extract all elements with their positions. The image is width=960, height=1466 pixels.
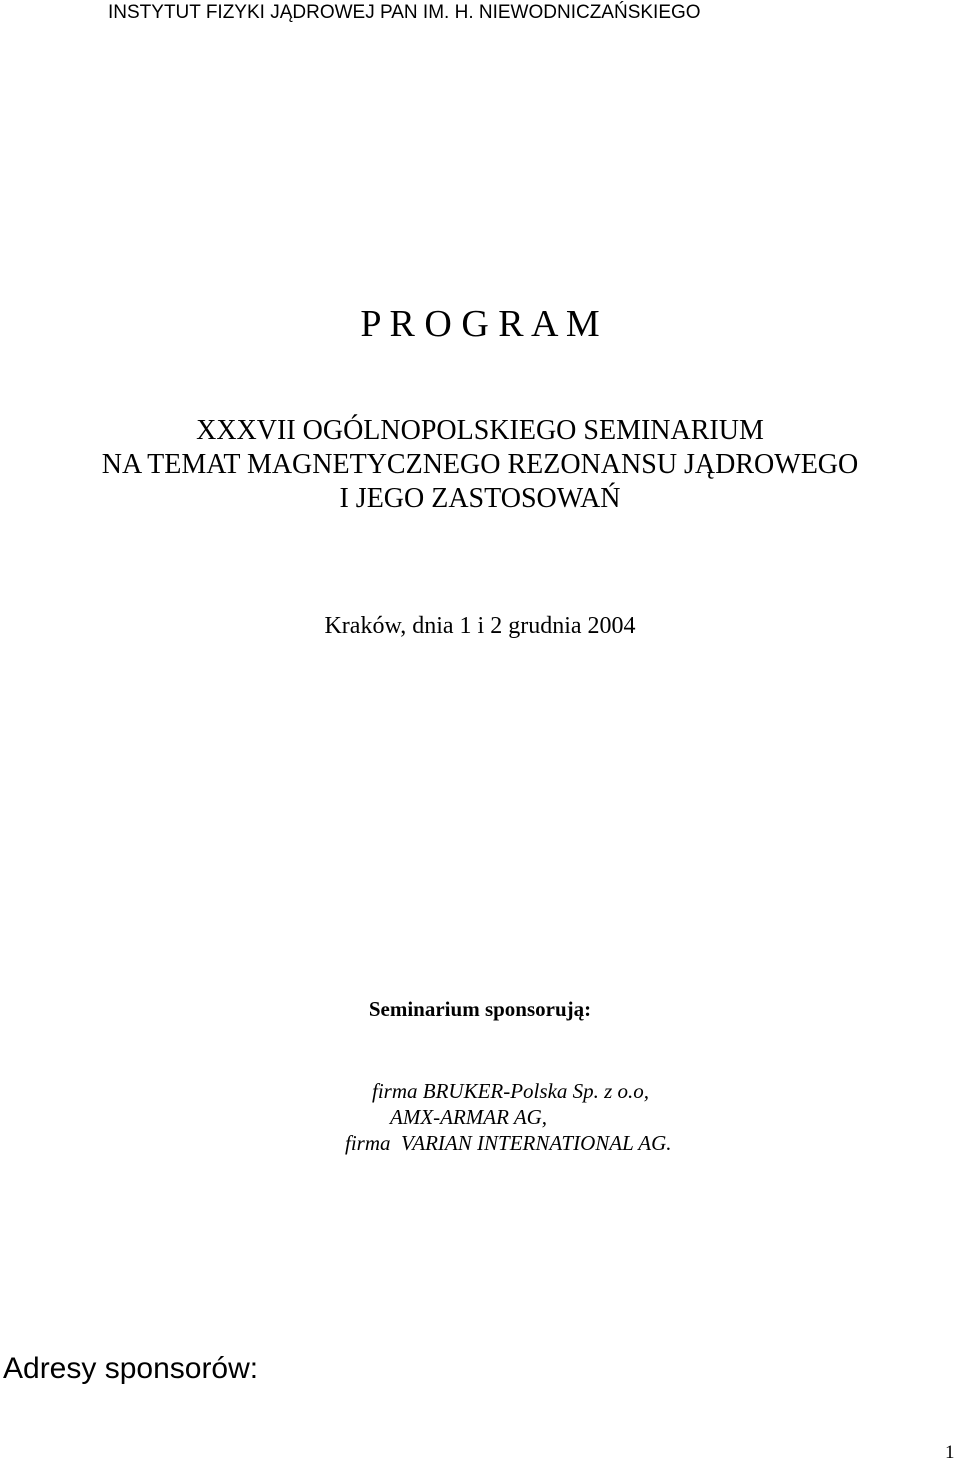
sponsor-item: firma VARIAN INTERNATIONAL AG.: [345, 1131, 672, 1155]
seminar-title-line-3: I JEGO ZASTOSOWAŃ: [339, 483, 621, 514]
seminar-title-line-1: XXXVII OGÓLNOPOLSKIEGO SEMINARIUM: [196, 415, 764, 446]
seminar-title-line-2: NA TEMAT MAGNETYCZNEGO REZONANSU JĄDROWEGO: [101, 449, 859, 480]
sponsors-heading: Seminarium sponsorują:: [368, 997, 592, 1021]
page-number: 1: [945, 1442, 955, 1463]
program-title: P R O G R A M: [360, 303, 600, 345]
sponsor-item: AMX-ARMAR AG,: [390, 1105, 548, 1129]
sponsor-addresses-heading: Adresy sponsorów:: [3, 1352, 259, 1385]
sponsor-item: firma BRUKER-Polska Sp. z o.o,: [372, 1079, 650, 1103]
institute-header: INSTYTUT FIZYKI JĄDROWEJ PAN IM. H. NIEWODNICZAŃSKIEGO: [108, 2, 701, 23]
date-place: Kraków, dnia 1 i 2 grudnia 2004: [324, 613, 636, 639]
